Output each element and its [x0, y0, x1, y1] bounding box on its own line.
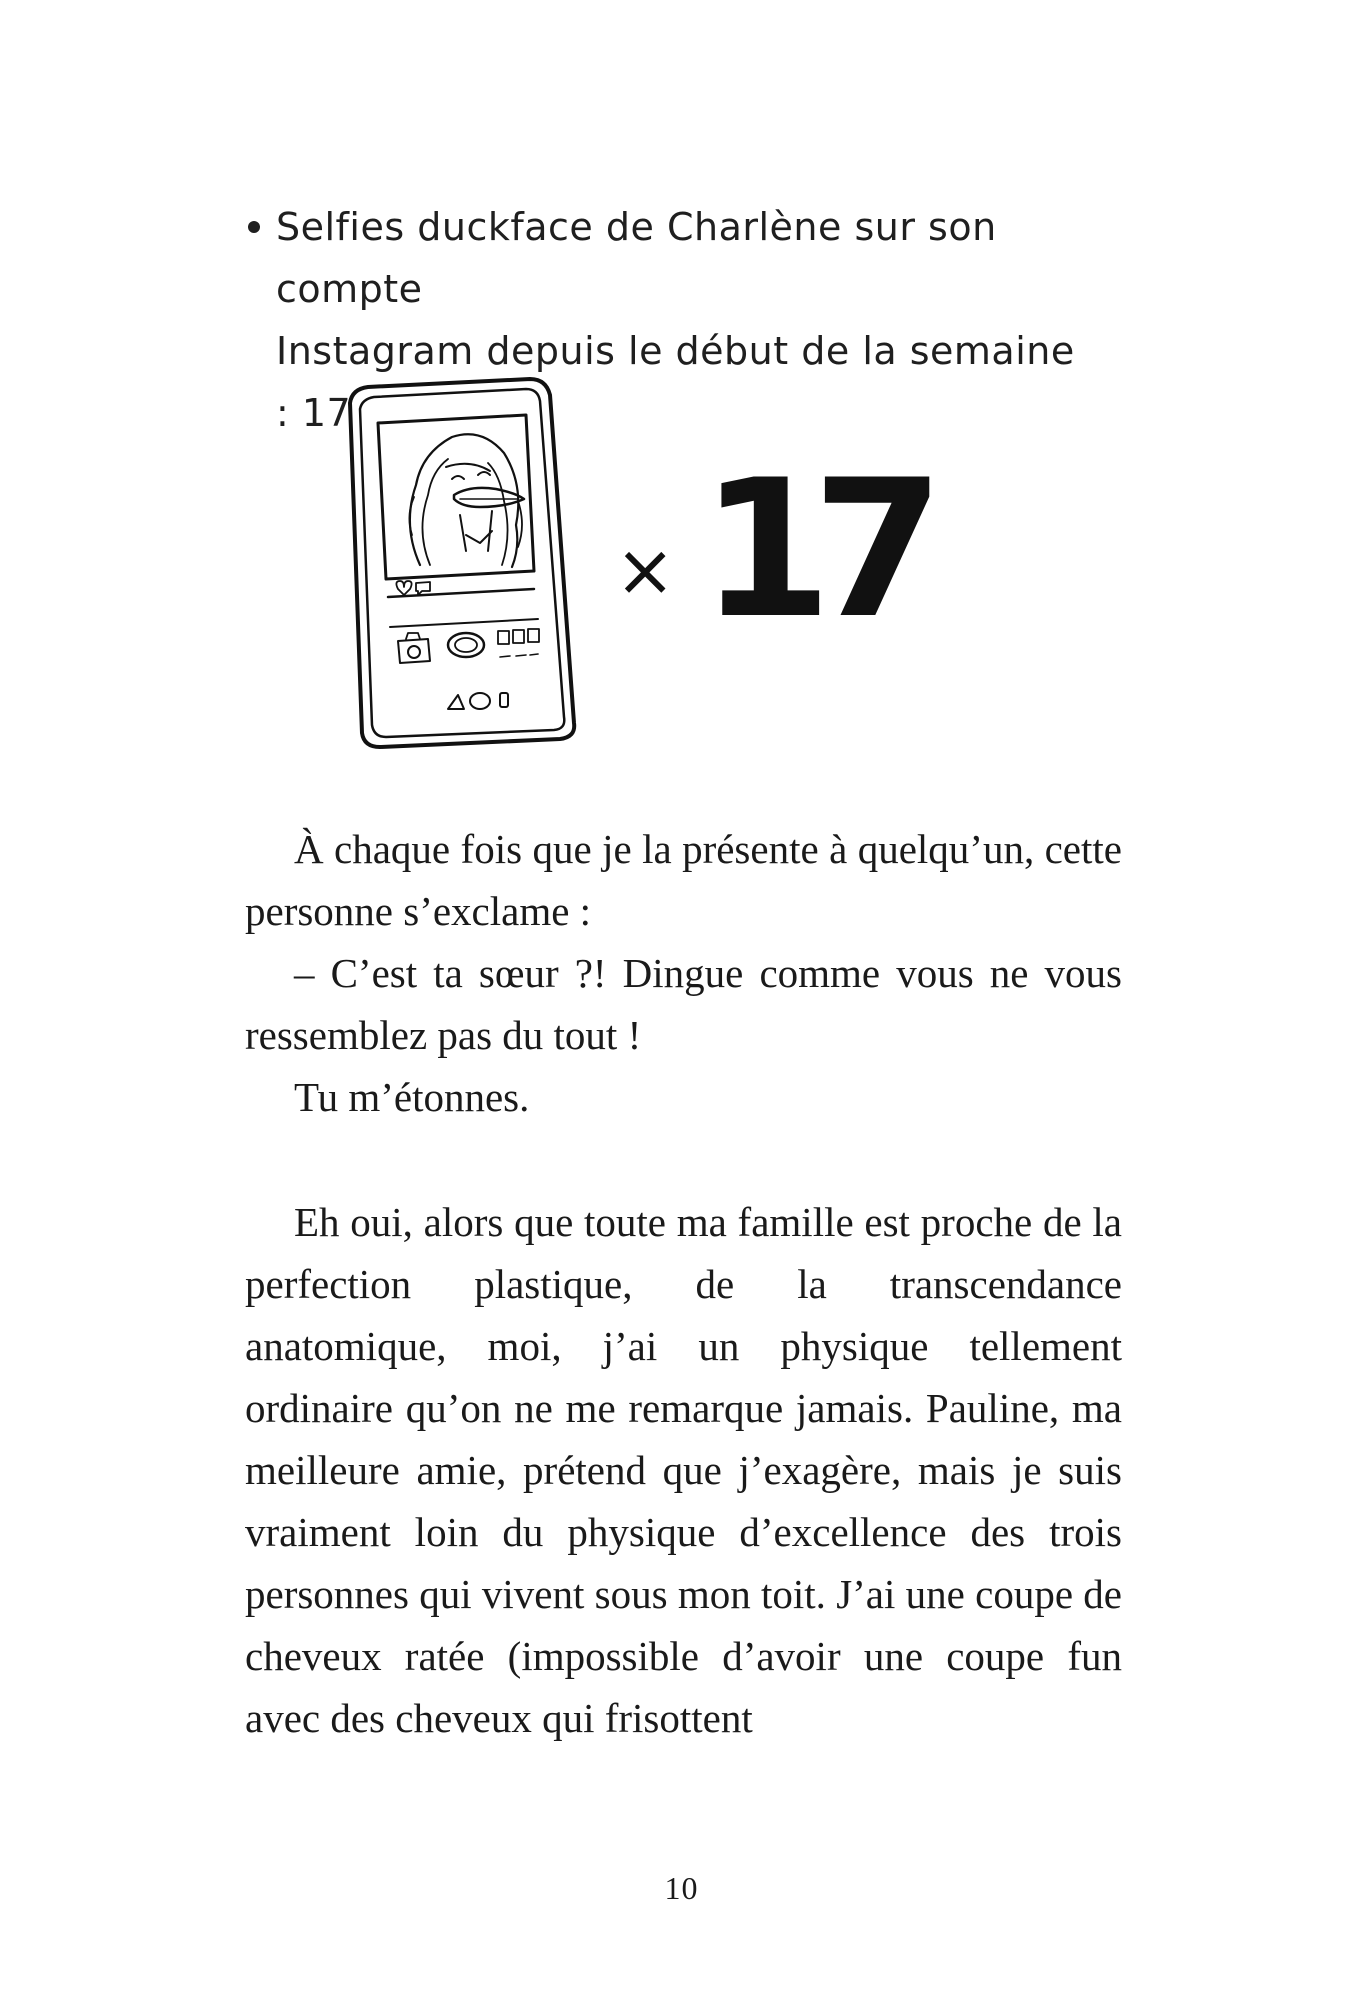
- list-item-line-2: Instagram depuis le début de la semaine : 17: [276, 329, 1075, 435]
- paragraph: Eh oui, alors que toute ma famille est proche de la perfection plastique, de la transcendance anatomique, moi, j’ai un physique tellement ordinaire qu’on ne me remarque jamais. Pauline, ma meilleure amie, prétend que j’exagère, mais je suis vraiment loin du physique d’excellence des trois personnes qui vivent sous mon toit. J’ai une coupe de cheveux ratée (impossible d’avoir une coupe fun avec des cheveux qui frisottent: [245, 1199, 1122, 1741]
- page-number: 10: [664, 1870, 699, 1906]
- phone-drawing: [350, 379, 574, 747]
- phone-selfie-illustration: [320, 375, 940, 765]
- bullet-icon: [248, 221, 260, 233]
- selfie-count: 17: [700, 439, 925, 660]
- paragraph: Tu m’étonnes.: [294, 1074, 530, 1120]
- times-sign: ×: [615, 528, 676, 612]
- section-one: [245, 818, 1122, 1128]
- dialogue-line: – C’est ta sœur ?! Dingue comme vous ne vous ressemblez pas du tout !: [245, 950, 1122, 1058]
- paragraph: À chaque fois que je la présente à quelqu’un, cette personne s’exclame :: [245, 826, 1122, 934]
- list-item-line-1: Selfies duckface de Charlène sur son compte: [276, 205, 997, 311]
- section-two: [245, 1191, 1122, 1749]
